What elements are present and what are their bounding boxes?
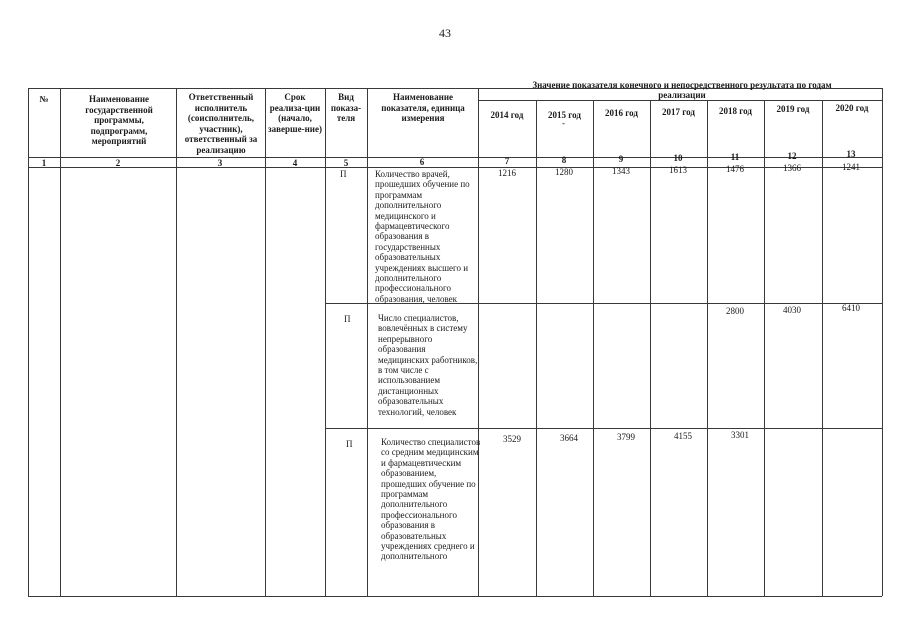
row1-value-2018: 1476 xyxy=(726,164,744,174)
header-program-name: Наименование государственной программы, подпрограмм, мероприятий xyxy=(85,94,153,146)
col-divider-3 xyxy=(265,88,266,596)
col-number-5: 5 xyxy=(343,158,349,168)
header-number: № xyxy=(39,94,49,104)
header-year-2015: 2015 год xyxy=(548,110,581,120)
col-divider-7 xyxy=(536,100,537,596)
row2-value-2019: 4030 xyxy=(783,305,801,315)
col-number-2: 2 xyxy=(115,158,121,168)
col-number-11: 11 xyxy=(730,152,740,162)
row3-indicator-name: Количество специалистов со средним медицинским и фармацевтическим образованием, прошедших обучение по программам дополнительного профессионального образования в образовательных учреждениях среднего и дополнительного xyxy=(381,437,481,562)
page-number: 43 xyxy=(439,26,451,40)
header-year-2014: 2014 год xyxy=(490,110,524,120)
header-indicator-name: Наименование показателя, единица измерения xyxy=(381,92,465,123)
row1-value-2015: 1280 xyxy=(555,167,573,177)
header-responsible: Ответственный исполнитель (соисполнитель, участник), ответственный за реализацию xyxy=(184,92,258,155)
row3-value-2015: 3664 xyxy=(560,433,578,443)
col-number-6: 6 xyxy=(419,157,425,167)
header-mark: - xyxy=(562,118,565,128)
col-divider-2 xyxy=(176,88,177,596)
row1-value-2019: 1366 xyxy=(783,163,801,173)
col-number-8: 8 xyxy=(561,155,567,165)
row2-value-2020: 6410 xyxy=(842,303,860,313)
row3-indicator-type: П xyxy=(346,439,353,449)
col-number-1: 1 xyxy=(41,158,47,168)
col-divider-12 xyxy=(822,100,823,596)
row2-bottom-line xyxy=(325,428,882,429)
col-divider-8 xyxy=(593,100,594,596)
col-number-13: 13 xyxy=(846,149,856,159)
row1-indicator-type: П xyxy=(340,169,347,179)
col-divider-11 xyxy=(764,100,765,596)
header-values-group: Значение показателя конечного и непосредственного результата по годам реализации xyxy=(532,80,832,100)
row3-value-2018: 3301 xyxy=(731,430,749,440)
row2-indicator-type: П xyxy=(344,314,351,324)
col-number-12: 12 xyxy=(787,151,797,161)
row1-value-2020: 1241 xyxy=(842,162,860,172)
col-divider-5 xyxy=(367,88,368,596)
row1-value-2014: 1216 xyxy=(498,168,516,178)
header-year-2016: 2016 год xyxy=(605,108,638,118)
row2-value-2018: 2800 xyxy=(726,306,744,316)
row2-indicator-name: Число специалистов, вовлечённых в систему непрерывного образования медицинских работников, в том числе с использованием дистанционных образовательных технологий, человек xyxy=(378,313,478,417)
col-divider-13 xyxy=(882,88,883,596)
col-divider-10 xyxy=(707,100,708,596)
header-year-2020: 2020 год xyxy=(835,103,869,113)
header-year-2019: 2019 год xyxy=(776,104,810,114)
col-divider-9 xyxy=(650,100,651,596)
col-number-10: 10 xyxy=(673,153,683,163)
row3-value-2017: 4155 xyxy=(674,431,692,441)
col-number-4: 4 xyxy=(292,158,298,168)
header-indicator-type: Вид показа-теля xyxy=(330,92,362,123)
col-number-3: 3 xyxy=(217,158,223,168)
row3-value-2016: 3799 xyxy=(617,432,635,442)
row1-value-2017: 1613 xyxy=(669,165,687,175)
header-year-2017: 2017 год xyxy=(662,107,695,117)
row1-indicator-name: Количество врачей, прошедших обучение по программам дополнительного медицинского и фармацевтического образования в государственных образовательных учреждениях высшего и дополнительного профессионального образования, человек xyxy=(375,169,470,304)
row1-value-2016: 1343 xyxy=(612,166,630,176)
row3-value-2014: 3529 xyxy=(503,434,521,444)
col-number-9: 9 xyxy=(618,154,624,164)
col-number-7: 7 xyxy=(504,156,510,166)
header-period: Срок реализа-ции (начало, заверше-ние) xyxy=(268,92,322,134)
header-year-2018: 2018 год xyxy=(719,106,752,116)
table-bottom-line xyxy=(28,596,882,597)
